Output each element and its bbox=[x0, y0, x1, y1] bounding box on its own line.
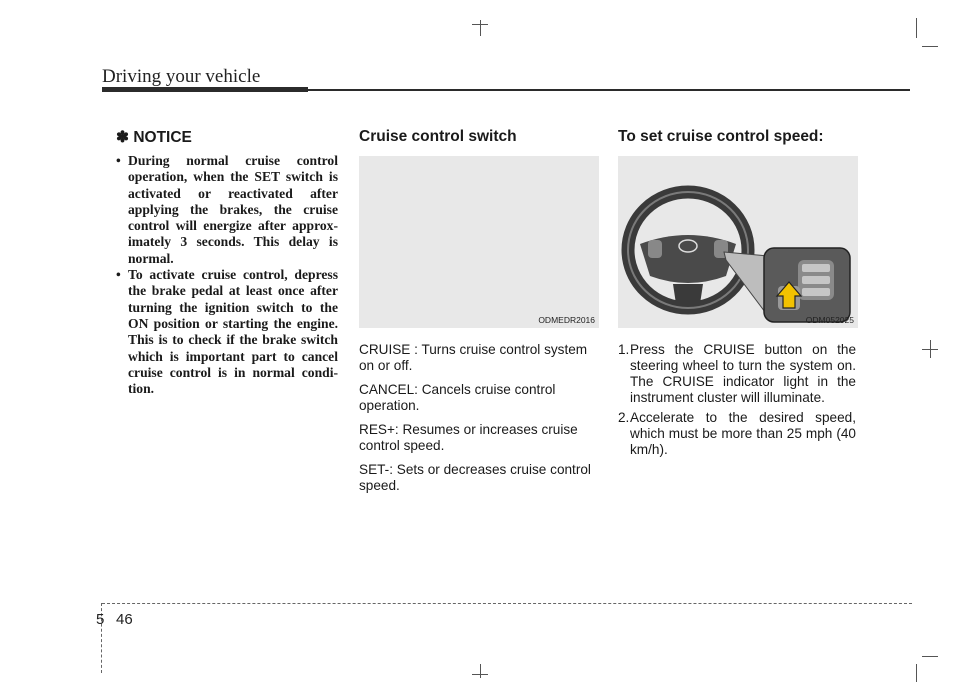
notice-list bbox=[116, 153, 338, 397]
steering-wheel-illustration bbox=[618, 156, 856, 328]
switch-figure bbox=[359, 156, 599, 328]
crop-mark-bottom bbox=[480, 664, 481, 678]
left-button-cluster bbox=[648, 240, 662, 258]
figure-code: ODM052025 bbox=[805, 315, 854, 325]
bullet-icon: • bbox=[116, 153, 121, 168]
notice-item bbox=[116, 153, 338, 267]
crop-mark-top-right-h bbox=[922, 46, 938, 47]
crop-mark-bottom-right bbox=[916, 664, 917, 682]
step-item bbox=[618, 342, 856, 406]
bullet-icon: • bbox=[116, 267, 121, 283]
definition-cancel: CANCEL: Cancels cruise control operation. bbox=[359, 382, 556, 413]
definition-cruise: CRUISE : Turns cruise control system on or off. bbox=[359, 342, 588, 373]
set-speed-section bbox=[618, 128, 856, 462]
steering-wheel-figure bbox=[618, 156, 858, 328]
footer-dashed-rule bbox=[102, 603, 912, 604]
step-text: Accelerate to the desired speed, which must be more than 25 mph (40 km/h). bbox=[630, 410, 856, 457]
crop-mark-right-h bbox=[922, 349, 938, 350]
notice-box bbox=[116, 128, 338, 397]
section-number: 5 bbox=[96, 611, 105, 628]
running-header-title: Driving your vehicle bbox=[102, 66, 261, 87]
zoom-switch-row-2 bbox=[802, 276, 830, 284]
step-number: 2. bbox=[618, 410, 630, 425]
step-text: Press the CRUISE button on the steering wheel to turn the system on. The CRUISE indicator light in the instrument cluster will illuminate. bbox=[630, 342, 856, 405]
steering-column bbox=[673, 284, 703, 304]
crop-mark-top bbox=[480, 20, 481, 36]
set-speed-steps bbox=[618, 342, 856, 458]
definition-res: RES+: Resumes or increases cruise control speed. bbox=[359, 422, 578, 453]
zoom-switch-row-3 bbox=[802, 288, 830, 296]
zoom-switch-row-1 bbox=[802, 264, 830, 272]
crop-mark-bottom-right-h bbox=[922, 656, 938, 657]
switch-definitions bbox=[359, 342, 599, 494]
page-number-value: 46 bbox=[116, 611, 133, 628]
crop-mark-top-right bbox=[916, 18, 917, 38]
figure-code: ODMEDR2016 bbox=[538, 315, 595, 325]
definition-set: SET-: Sets or decreases cruise control speed. bbox=[359, 462, 591, 493]
crop-mark-top-bar bbox=[472, 24, 488, 25]
header-rule-thin bbox=[308, 89, 910, 91]
page-number bbox=[96, 611, 133, 628]
notice-heading-label: NOTICE bbox=[133, 129, 192, 146]
notice-star-icon: ✽ bbox=[116, 129, 129, 146]
step-item bbox=[618, 410, 856, 458]
step-number: 1. bbox=[618, 342, 630, 357]
switch-heading: Cruise control switch bbox=[359, 128, 517, 145]
notice-item bbox=[116, 267, 338, 397]
notice-item-text: During normal cruise control operation, when the SET switch is activated or reactivated after applying the brakes, the cruise control will energize after approximately 3 seconds. This delay is normal. bbox=[128, 153, 338, 266]
header-rule-thick bbox=[102, 87, 308, 92]
set-speed-heading: To set cruise control speed: bbox=[618, 128, 824, 145]
notice-item-text: To activate cruise control, depress the brake pedal at least once after turning the ignition switch to the ON position or starting the engine. This is to check if the brake switch which is important part to cancel cruise control is in normal condition. bbox=[128, 267, 338, 397]
switch-section bbox=[359, 128, 599, 502]
notice-heading bbox=[116, 128, 338, 147]
crop-mark-bottom-bar bbox=[472, 674, 488, 675]
